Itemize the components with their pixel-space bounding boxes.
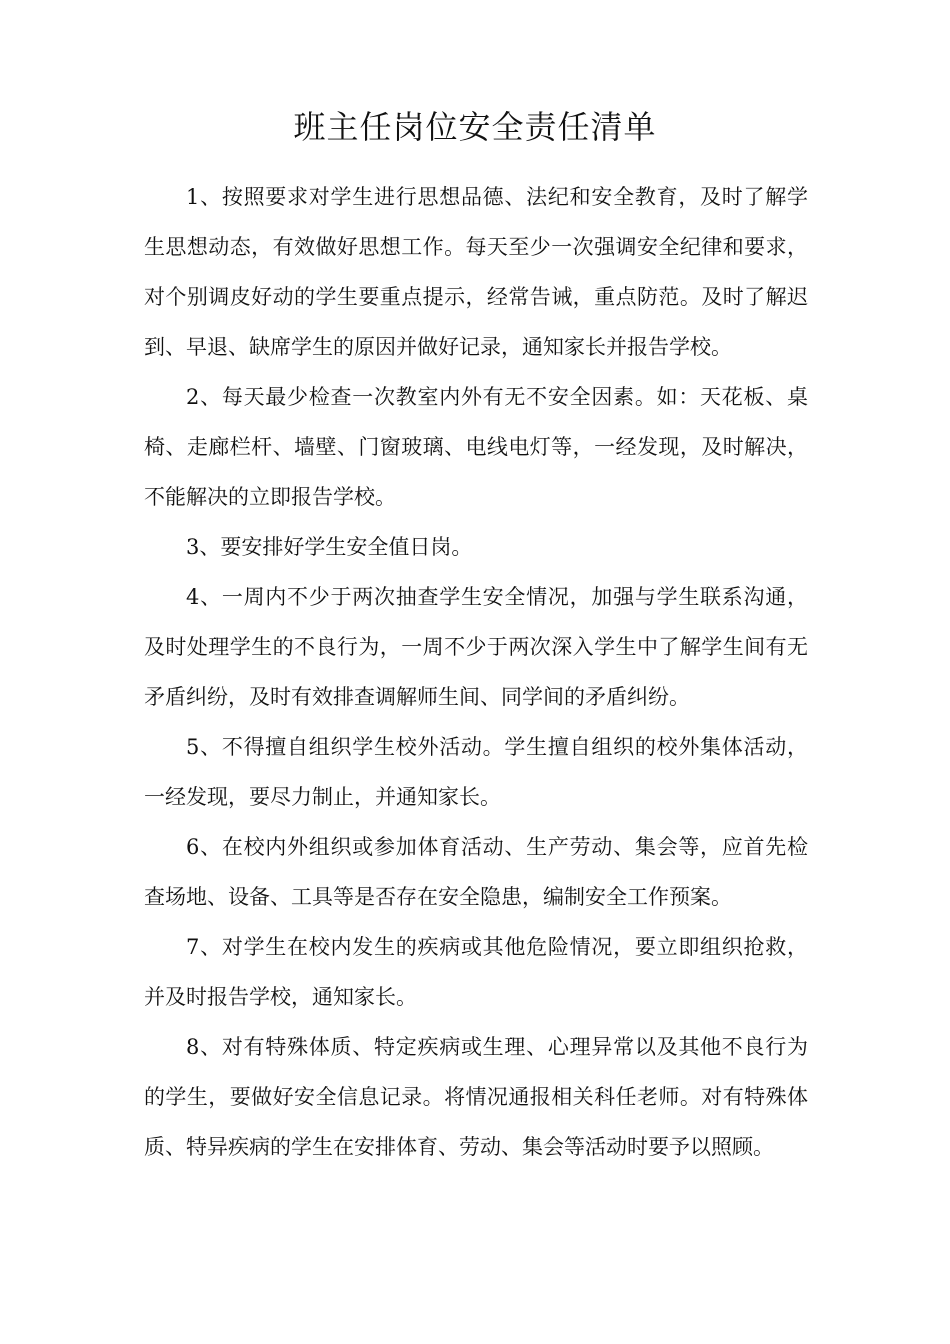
page-title: 班主任岗位安全责任清单: [293, 108, 657, 146]
paragraph-2: 2、每天最少检查一次教室内外有无不安全因素。如：天花板、桌椅、走廊栏杆、墙壁、门窗玻璃、电线电灯等，一经发现，及时解决，不能解决的立即报告学校。: [144, 385, 808, 509]
paragraph-6: 6、在校内外组织或参加体育活动、生产劳动、集会等，应首先检查场地、设备、工具等是否存在安全隐患，编制安全工作预案。: [144, 835, 808, 909]
paragraph-3: 3、要安排好学生安全值日岗。: [186, 535, 473, 559]
paragraph-7: 7、对学生在校内发生的疾病或其他危险情况，要立即组织抢救，并及时报告学校，通知家长。: [144, 935, 808, 1009]
paragraph-1: 1、按照要求对学生进行思想品德、法纪和安全教育，及时了解学生思想动态，有效做好思想工作。每天至少一次强调安全纪律和要求，对个别调皮好动的学生要重点提示，经常告诫，重点防范。及时了解迟到、早退、缺席学生的原因并做好记录，通知家长并报告学校。: [144, 185, 808, 359]
paragraph-8: 8、对有特殊体质、特定疾病或生理、心理异常以及其他不良行为的学生，要做好安全信息记录。将情况通报相关科任老师。对有特殊体质、特异疾病的学生在安排体育、劳动、集会等活动时要予以照顾。: [144, 1035, 808, 1159]
paragraph-4: 4、一周内不少于两次抽查学生安全情况，加强与学生联系沟通，及时处理学生的不良行为，一周不少于两次深入学生中了解学生间有无矛盾纠纷，及时有效排查调解师生间、同学间的矛盾纠纷。: [144, 585, 808, 709]
paragraph-5: 5、不得擅自组织学生校外活动。学生擅自组织的校外集体活动，一经发现，要尽力制止，并通知家长。: [144, 735, 808, 809]
document-body: [144, 172, 808, 1172]
